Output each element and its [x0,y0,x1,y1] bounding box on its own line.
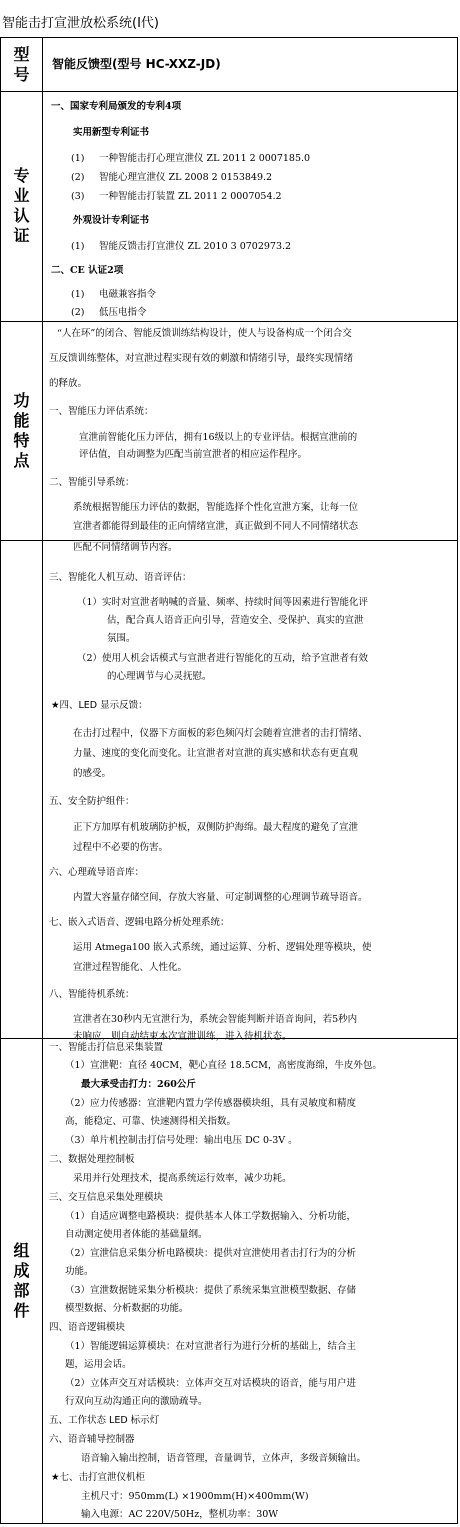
section-text: （1）实时对宣泄者呐喊的音量、频率、持续时间等因素进行智能化评 [77,597,369,608]
section-text: 内置大容量存储空间，存放大容量、可定制调整的心理调节疏导语音。 [73,892,368,903]
section-text: 采用并行处理技术，提高系统运行效率，减少功耗。 [73,1173,292,1184]
section-heading: 四、语音逻辑模块 [49,1322,126,1333]
section-text: （3）单片机控制击打信号处理：输出电压 DC 0-3V 。 [65,1135,298,1146]
section-text: （2）宣泄信息采集分析电路模块：提供对宣泄使用者击打行为的分析 [65,1248,357,1259]
section-text: 系统根据智能压力评估的数据，智能选择个性化宣泄方案，让每一位 [73,502,359,513]
section-text: 题，运用会话。 [65,1359,132,1370]
section-text: 氛围。 [107,633,136,644]
section-text: （1）自适应调整电路模块：提供基本人体工学数据输入、分析功能， [65,1211,357,1222]
spec-table [0,37,458,1524]
section-text: 在击打过程中，仪器下方面板的彩色频闪灯会随着宣泄者的击打情绪、 [73,728,368,739]
section-text: 行双向互动沟通正向的激励疏导。 [65,1396,208,1407]
row-divider [1,321,457,322]
ce-item: 低压电指令 [99,307,147,318]
section-text: （2）使用人机会话模式与宣泄者进行智能化的互动，给予宣泄者有效 [77,653,369,664]
max-force-text: 最大承受击打力：260公斤 [81,1079,196,1090]
section-text: 宣泄者在30秒内无宣泄行为，系统会智能判断并语音询问，若5秒内 [73,1014,358,1025]
section-text: 语音输入输出控制，语音管理，音量调节，立体声，多级音频输出。 [81,1453,367,1464]
section-text: 运用 Atmega100 嵌入式系统，通过运算、分析、逻辑处理等模块，使 [73,942,372,953]
section-text: 自动测定使用者体能的基础量纲。 [65,1229,208,1240]
patent-heading: 一、国家专利局颁发的专利4项 [51,101,182,112]
intro-line: 的释放。 [49,378,88,389]
section-text: 宣泄过程智能化、人性化。 [73,962,188,973]
section-text: 未响应，则自动结束本次宣泄训练，进入待机状态。 [73,1031,292,1042]
section-heading: 一、智能击打信息采集装置 [49,1042,164,1053]
section-text: 匹配不同情绪调节内容。 [73,542,178,553]
section-heading: 六、语音辅导控制器 [49,1434,135,1445]
section-text: 过程中不必要的伤害。 [73,842,169,853]
section-heading: 五、工作状态 LED 标示灯 [49,1415,160,1426]
patent-item: 智能心理宣泄仪 ZL 2008 2 0153849.2 [99,172,273,183]
row-divider [1,91,457,92]
certification-label: 专业认证 [13,166,30,245]
document-title: 智能击打宣泄放松系统(Ⅰ代) [2,16,159,31]
section-text: 力量、速度的变化而变化。让宣泄者对宣泄的真实感和状态有更直观 [73,748,359,759]
ce-heading: 二、CE 认证2项 [51,265,124,276]
design-patent-heading: 外观设计专利证书 [73,215,150,226]
list-number: (2) [71,307,85,318]
section-text: 高，能稳定、可靠、快速测得相关指数。 [65,1116,237,1127]
section-heading: 六、心理疏导语音库： [49,867,145,878]
section-text: 评估值，自动调整为匹配当前宣泄者的相应运作程序。 [79,449,308,460]
intro-line: 互反馈训练整体，对宣泄过程实现有效的刺激和情绪引导，最终实现情绪 [49,353,354,364]
section-text: （3）宣泄数据链采集分析模块：提供了系统采集宣泄模型数据、存储 [65,1285,357,1296]
section-text: 的感受。 [73,768,112,779]
section-text: 估，配合真人语音正向引导，营造安全、受保护、真实的宣泄 [107,615,364,626]
row-divider [1,540,457,541]
list-number: (2) [71,172,85,183]
section-text: 宣泄前智能化压力评估，拥有16级以上的专业评估。根据宣泄前的 [79,432,358,443]
ce-item: 电磁兼容指令 [99,289,157,300]
patent-item: 一种智能击打装置 ZL 2011 2 0007054.2 [99,191,282,202]
list-number: (1) [71,289,85,300]
model-name: 智能反馈型(型号 HC-XXZ-JD) [52,57,221,71]
section-heading: 一、智能压力评估系统： [49,406,154,417]
section-heading: 七、嵌入式语音、逻辑电路分析处理系统： [49,917,230,928]
section-text: 模型数据、分析数据的功能。 [65,1303,189,1314]
section-heading: 八、智能待机系统： [49,989,135,1000]
section-text: 的心理调节与心灵抚慰。 [107,671,212,682]
list-number: (1) [71,153,85,164]
power-spec: 输入电源：AC 220V/50Hz，整机功率：30W [81,1509,279,1520]
list-number: (3) [71,191,85,202]
utility-patent-heading: 实用新型专利证书 [73,127,150,138]
section-text: 正下方加厚有机玻璃防护板，双侧防护海绵。最大程度的避免了宣泄 [73,822,359,833]
section-text: 功能。 [65,1266,94,1277]
patent-item: 智能反馈击打宣泄仪 ZL 2010 3 0702973.2 [99,241,292,252]
intro-line: “人在环”的闭合、智能反馈训练结构设计，使人与设备构成一个闭合交 [57,328,352,339]
section-heading: 三、交互信息采集处理模块 [49,1192,164,1203]
section-heading: 五、安全防护组件： [49,796,135,807]
section-heading: 二、智能引导系统： [49,477,135,488]
section-text: （2）应力传感器：宣泄靶内置力学传感器模块组，具有灵敏度和精度 [65,1098,357,1109]
section-heading: ★四、LED 显示反馈： [51,700,148,711]
section-text: 宣泄者都能得到最佳的正向情绪宣泄，真正做到不同人不同情绪状态 [73,521,359,532]
column-divider [42,38,43,1523]
features-label: 功能特点 [13,390,30,470]
patent-item: 一种智能击打心理宣泄仪 ZL 2011 2 0007185.0 [99,153,311,164]
cabinet-size: 主机尺寸：950mm(L) ×1900mm(H)×400mm(W) [81,1491,309,1502]
components-label: 组成部件 [13,1240,30,1320]
section-text: （1）宣泄靶：直径 40CM，靶心直径 18.5CM，高密度海绵，牛皮外包。 [65,1060,382,1071]
model-label: 型号 [13,44,30,84]
section-text: （2）立体声交互对话模块：立体声交互对话模块的语音，能与用户进 [65,1378,357,1389]
section-heading: ★七、击打宣泄仪机柜 [51,1472,146,1483]
list-number: (1) [71,241,85,252]
section-heading: 二、数据处理控制板 [49,1154,135,1165]
section-text: （1）智能逻辑运算模块：在对宣泄者行为进行分析的基础上，结合主 [65,1341,357,1352]
section-heading: 三、智能化人机互动、语音评估： [49,572,192,583]
